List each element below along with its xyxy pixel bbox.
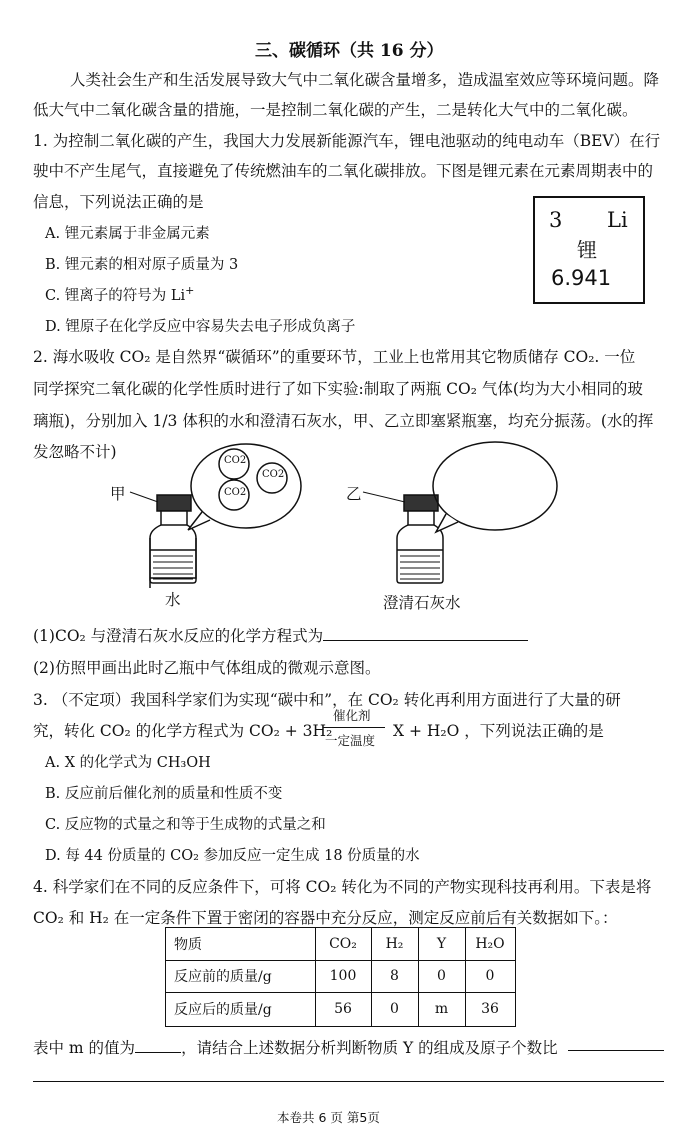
q2-sub1 — [33, 624, 528, 646]
page-footer: 本卷共 6 页 第5页 — [277, 1110, 380, 1125]
table-header-cell: H₂ — [385, 936, 404, 952]
q2-sub1-text: (1)CO₂ 与澄清石灰水反应的化学方程式为 — [33, 627, 324, 645]
table-cell: 0 — [485, 968, 495, 984]
table-cell: 反应前的质量/g — [174, 969, 272, 985]
q2-stem-2: 同学探究二氧化碳的化学性质时进行了如下实验:制取了两瓶 CO₂ 气体(均为大小相同的玻 — [33, 380, 643, 398]
answer-line[interactable] — [33, 1081, 664, 1082]
q2-sub1-answer-blank[interactable] — [323, 640, 528, 641]
table-cell: 8 — [390, 968, 399, 984]
q2-sub2: (2)仿照甲画出此时乙瓶中气体组成的微观示意图。 — [33, 659, 381, 677]
bottle-b — [397, 495, 443, 583]
bottle-b-label: 乙 — [346, 485, 362, 503]
reaction-arrow — [323, 727, 385, 728]
table-cell: 100 — [329, 968, 357, 984]
q1-option-c-text: C. 锂离子的符号为 Li — [45, 288, 186, 304]
q2-stem-4: 发忽略不计) — [33, 443, 117, 461]
intro-line-1: 人类社会生产和生活发展导致大气中二氧化碳含量增多，造成温室效应等环境问题。降 — [70, 71, 660, 89]
q4-stem-2: CO₂ 和 H₂ 在一定条件下置于密闭的容器中充分反应，测定反应前后有关数据如下。： — [33, 909, 618, 927]
pointer-line-a — [130, 492, 158, 502]
element-symbol: Li — [607, 208, 628, 232]
table-header-cell: Y — [436, 936, 447, 952]
molecule-label-2: CO2 — [262, 469, 285, 480]
q3-line-1: 3. （不定项）我国科学家们为实现“碳中和”，在 CO₂ 转化再利用方面进行了大量的研 — [33, 691, 621, 709]
reaction-condition-top: 催化剂 — [333, 708, 371, 723]
q3-option-b[interactable]: B. 反应前后催化剂的质量和性质不变 — [45, 786, 283, 802]
atomic-mass: 6.941 — [551, 266, 612, 290]
q2-stem-3: 璃瓶)，分别加入 1/3 体积的水和澄清石灰水，甲、乙立即塞紧瓶塞，均充分振荡。(水的挥 — [33, 412, 654, 430]
molecule-label-3: CO2 — [224, 487, 247, 498]
table-header-cell: CO₂ — [329, 936, 357, 952]
bottle-a-label: 甲 — [110, 485, 126, 503]
data-table — [165, 927, 516, 1027]
q1-option-c[interactable] — [45, 284, 194, 305]
q1-option-a[interactable]: A. 锂元素属于非金属元素 — [45, 226, 210, 242]
q1-stem-3: 信息，下列说法正确的是 — [33, 193, 204, 211]
experiment-figure — [0, 440, 700, 620]
q1-stem-2: 驶中不产生尾气，直接避免了传统燃油车的二氧化碳排放。下图是锂元素在元素周期表中的 — [33, 162, 654, 180]
caption-b: 澄清石灰水 — [383, 594, 461, 612]
table-cell: 反应后的质量/g — [174, 1002, 272, 1018]
q1-option-b[interactable]: B. 锂元素的相对原子质量为 3 — [45, 257, 239, 273]
q3-option-d[interactable]: D. 每 44 份质量的 CO₂ 参加反应一定生成 18 份质量的水 — [45, 848, 420, 864]
q3-option-c[interactable]: C. 反应物的式量之和等于生成物的式量之和 — [45, 817, 326, 833]
table-cell: 0 — [437, 968, 446, 984]
ion-charge: + — [185, 284, 195, 298]
q3-line-2a: 究，转化 CO₂ 的化学方程式为 CO₂ + 3H₂ — [33, 722, 333, 740]
q1-stem-1: 1. 为控制二氧化碳的产生，我国大力发展新能源汽车，锂电池驱动的纯电动车（BEV）在行 — [33, 132, 661, 150]
pointer-line-b — [363, 492, 405, 502]
section-title: 三、碳循环（共 16 分） — [255, 41, 444, 61]
intro-line-2: 低大气中二氧化碳含量的措施，一是控制二氧化碳的产生，二是转化大气中的二氧化碳。 — [33, 101, 638, 119]
bubble-b[interactable] — [433, 442, 557, 532]
table-cell: 0 — [390, 1001, 399, 1017]
table-header-cell: 物质 — [174, 937, 202, 953]
q1-option-d[interactable]: D. 锂原子在化学反应中容易失去电子形成负离子 — [45, 319, 356, 335]
bottle-a — [150, 495, 196, 588]
ratio-answer-blank[interactable] — [568, 1050, 664, 1051]
element-card — [533, 196, 645, 304]
atomic-number: 3 — [549, 208, 563, 232]
q4-tail-b: ，请结合上述数据分析判断物质 Y 的组成及原子个数比 — [181, 1039, 558, 1057]
q3-option-a[interactable]: A. X 的化学式为 CH₃OH — [45, 755, 211, 771]
q4-tail — [33, 1036, 558, 1058]
q4-stem-1: 4. 科学家们在不同的反应条件下，可将 CO₂ 转化为不同的产物实现科技再利用。下表是将 — [33, 878, 652, 896]
table-cell: m — [434, 1001, 449, 1017]
caption-a: 水 — [165, 591, 181, 609]
table-cell: 56 — [334, 1001, 352, 1017]
m-answer-blank[interactable] — [135, 1052, 181, 1053]
table-cell: 36 — [481, 1001, 499, 1017]
q3-line-2b: X + H₂O ，下列说法正确的是 — [393, 722, 604, 740]
molecule-label-1: CO2 — [224, 455, 247, 466]
table-header-cell: H₂O — [475, 936, 505, 952]
q2-stem-1: 2. 海水吸收 CO₂ 是自然界“碳循环”的重要环节，工业上也常用其它物质储存 CO₂. 一位 — [33, 348, 636, 366]
reaction-condition-bottom: 一定温度 — [325, 733, 376, 748]
element-name: 锂 — [577, 238, 597, 262]
q4-tail-a: 表中 m 的值为 — [33, 1039, 136, 1057]
